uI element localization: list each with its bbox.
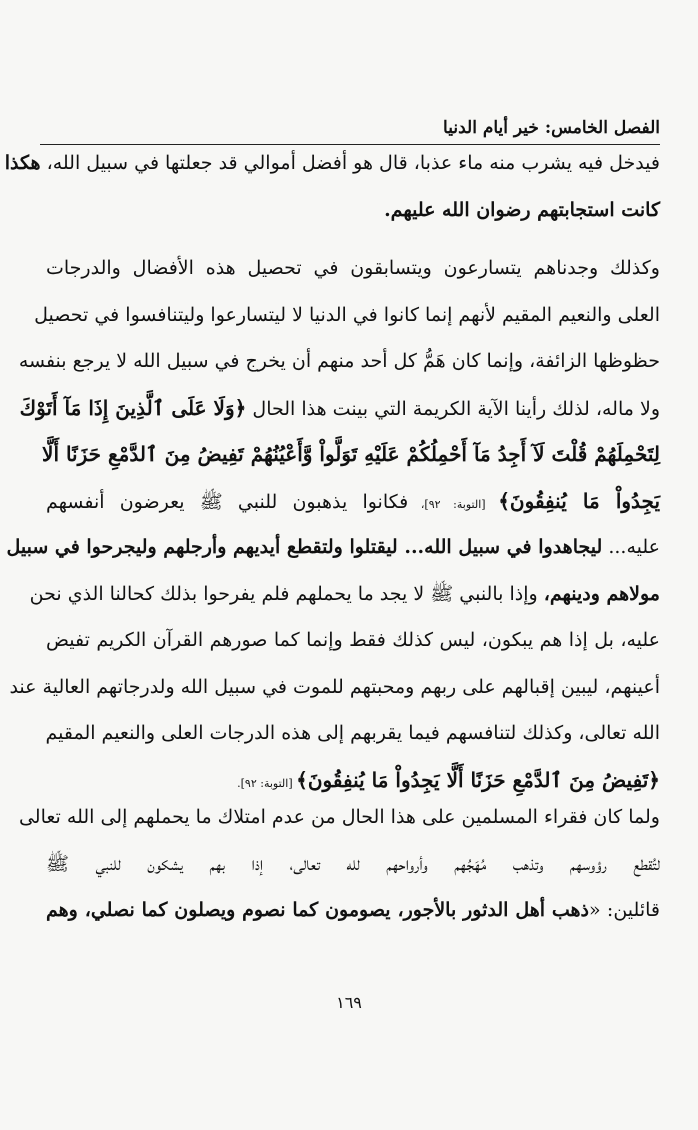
text-line: العلى والنعيم المقيم لأنهم إنما كانوا في الدنيا لا ليتسارعوا وليتنافسوا في تحصيل — [34, 303, 660, 326]
text-line: قائلين: «ذهب أهل الدثور بالأجور، يصومون كما نصوم ويصلون كما نصلي، وهم — [46, 899, 660, 921]
text-line: عليه... ليجاهدوا في سبيل الله... ليقتلوا ولتقطع أيديهم وأرجلهم وليجرحوا في سبيل — [6, 536, 660, 558]
verse-citation: [التوبة: ٩٢]، — [408, 497, 499, 511]
text-line: أعينهم، ليبين إقبالهم على ربهم ومحبتهم للموت في سبيل الله ولدرجاتهم العالية عند — [9, 675, 660, 698]
quran-verse: ﴿وَلَا عَلَى ٱلَّذِينَ إِذَا مَآ أَتَوْكَ — [19, 395, 247, 420]
text-line: لتُقطع رؤوسهم وتذهب مُهَجُهم وأرواحهم لله تعالى، إذا بهم يشكون للنبي ﷺ — [46, 852, 660, 875]
text-line: عليه، بل إذا هم يبكون، ليس كذلك فقط وإنما كما صورهم القرآن الكريم تفيض — [46, 629, 660, 651]
quran-verse: لِتَحْمِلَهُمْ قُلْتَ لَآ أَجِدُ مَآ أَحْمِلُكُمْ عَلَيْهِ تَوَلَّواْ وَّأَعْيُنُهُمْ تَفِيضُ مِنَ ٱلدَّمْعِ حَزَنًا أَلَّا — [42, 442, 660, 466]
text-line: ولا ماله، لذلك رأينا الآية الكريمة التي بينت هذا الحال ﴿وَلَا عَلَى ٱلَّذِينَ إِذَا مَآ أَتَوْكَ — [19, 395, 660, 420]
text-line: وكذلك وجدناهم يتسارعون ويتسابقون في تحصيل هذه الأفضال والدرجات — [46, 257, 660, 279]
page-number: ١٦٩ — [336, 993, 362, 1012]
text-line: ولما كان فقراء المسلمين على هذا الحال من عدم امتلاك ما يحملهم إلى الله تعالى — [18, 806, 660, 828]
text-line — [42, 431, 660, 478]
paragraph-2 — [6, 245, 661, 803]
paragraph-3 — [18, 794, 660, 934]
quran-verse: ﴿تَفِيضُ مِنَ ٱلدَّمْعِ حَزَنًا أَلَّا يَجِدُواْ مَا يُنفِقُونَ﴾ — [296, 767, 660, 792]
text-line: حظوظها الزائفة، وإنما كان هَمُّ كل أحد منهم أن يخرج في سبيل الله لا يرجع بنفسه — [18, 350, 660, 372]
text-line: فيدخل فيه يشرب منه ماء عذبا، قال هو أفضل أموالي قد جعلتها في سبيل الله، هكذا — [4, 152, 660, 174]
paragraph-1 — [4, 140, 660, 233]
text-line: مولاهم ودينهم، وإذا بالنبي ﷺ لا يجد ما يحملهم فلم يفرحوا بذلك كحالنا الذي نحن — [29, 582, 660, 605]
verse-citation: [التوبة: ٩٢]. — [237, 776, 297, 790]
text-line: يَجِدُواْ مَا يُنفِقُونَ﴾ [التوبة: ٩٢]، فكانوا يذهبون للنبي ﷺ يعرضون أنفسهم — [46, 488, 661, 513]
text-line: كانت استجابتهم رضوان الله عليهم. — [384, 198, 660, 221]
chapter-title: الفصل الخامس: خير أيام الدنيا — [435, 114, 660, 142]
text-line: الله تعالى، وكذلك لتنافسهم فيما يقربهم إلى هذه الدرجات العلى والنعيم المقيم — [45, 722, 660, 744]
quran-verse: يَجِدُواْ مَا يُنفِقُونَ﴾ — [498, 488, 661, 513]
